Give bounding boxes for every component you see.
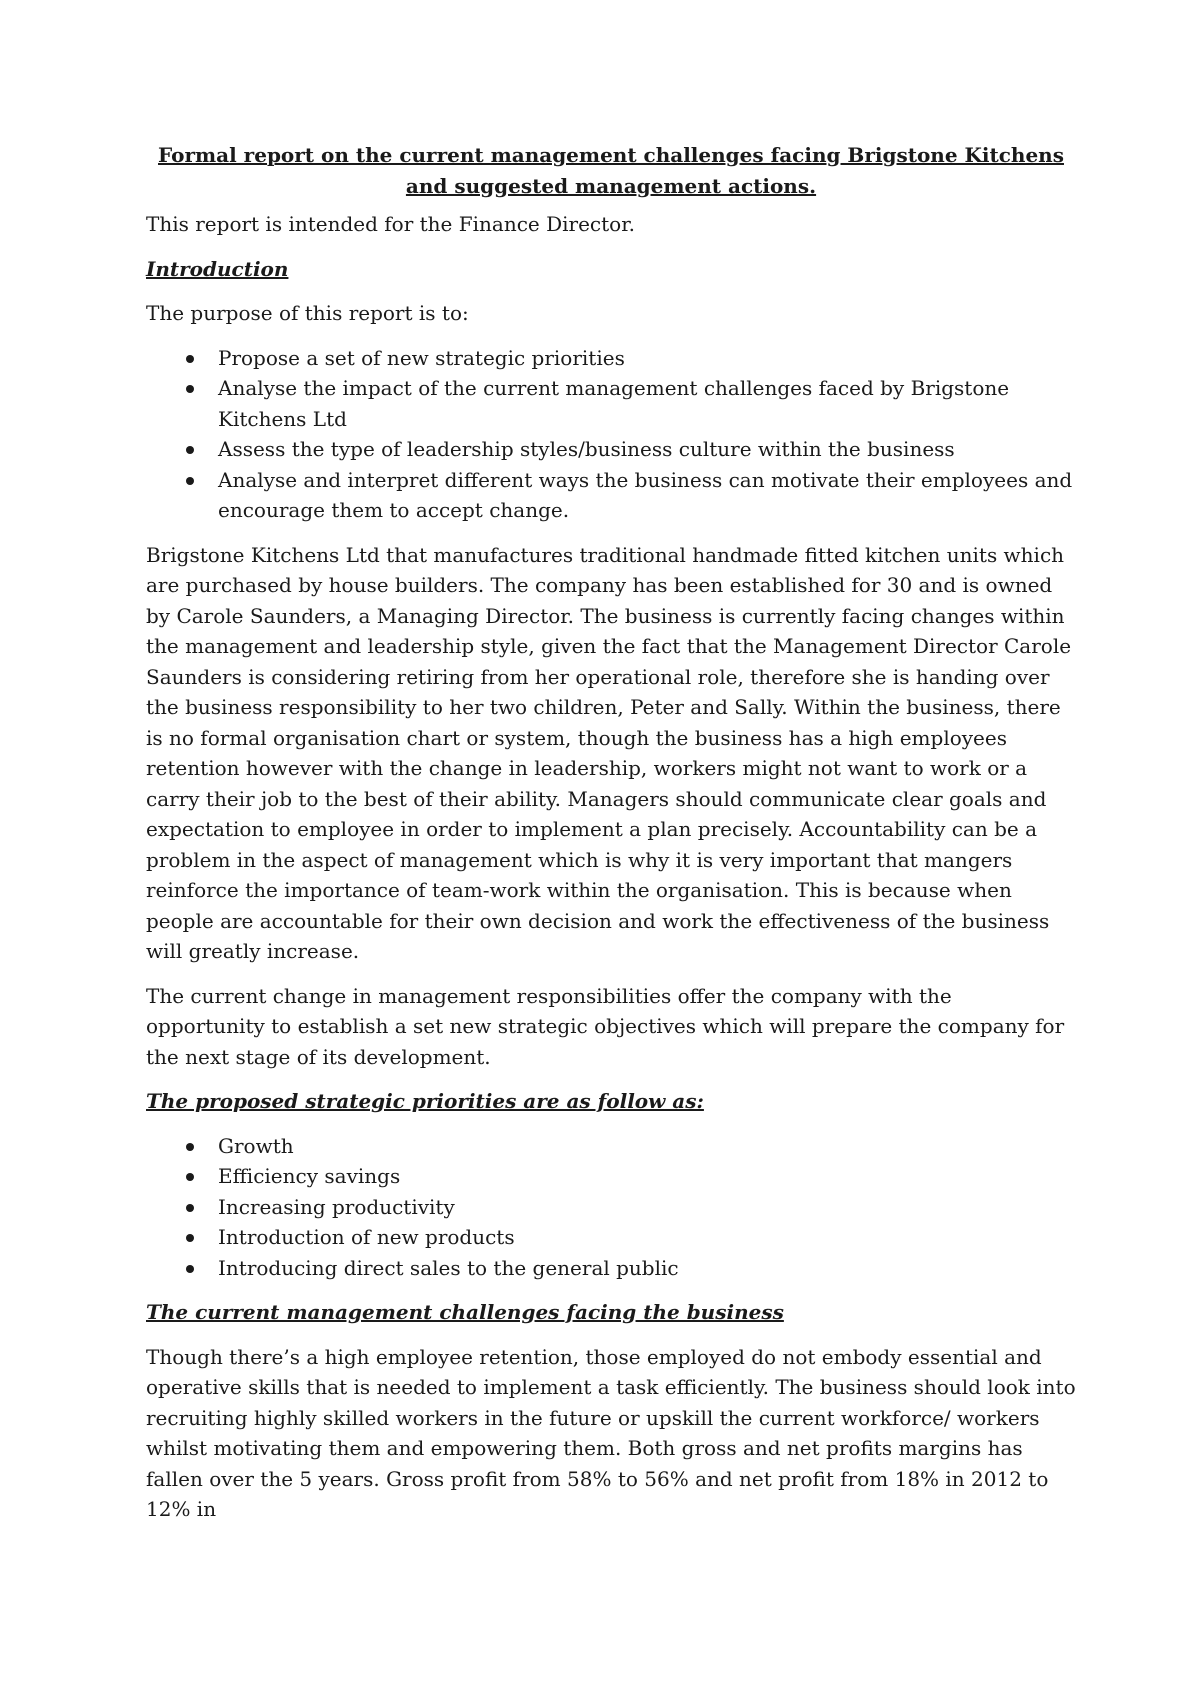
list-item: Analyse and interpret different ways the business can motivate their employees and encourage them to accept change.	[146, 465, 1076, 526]
list-item: Growth	[146, 1131, 1076, 1162]
report-title: Formal report on the current management challenges facing Brigstone Kitchens and suggested management actions.	[158, 143, 1064, 198]
document-page	[146, 140, 1076, 1539]
purpose-lead-text: The purpose of this report is to:	[146, 301, 469, 325]
list-item: Introducing direct sales to the general public	[146, 1253, 1076, 1284]
list-item: Introduction of new products	[146, 1222, 1076, 1253]
priorities-heading: The proposed strategic priorities are as follow as:	[146, 1089, 704, 1113]
list-item: Increasing productivity	[146, 1192, 1076, 1223]
priorities-list	[146, 1131, 1076, 1284]
challenges-heading: The current management challenges facing the business	[146, 1300, 784, 1324]
body-paragraph: The current change in management responsibilities offer the company with the opportunity to establish a set new strategic objectives which will prepare the company for the next stage of its development.	[146, 983, 1065, 1069]
purpose-list	[146, 343, 1076, 526]
introduction-heading: Introduction	[146, 256, 289, 281]
list-item: Propose a set of new strategic priorities	[146, 343, 1076, 374]
intended-for-text: This report is intended for the Finance Director.	[146, 212, 635, 236]
body-paragraph: Though there’s a high employee retention, those employed do not embody essential and operative skills that is needed to implement a task efficiently. The business should look into recruiting highly skilled workers in the future or upskill the current workforce/ workers whilst motivating them and empowering them. Both gross and net profits margins has fallen over the 5 years. Gross profit from 58% to 56% and net profit from 18% in 2012 to 12% in	[146, 1344, 1076, 1521]
list-item: Assess the type of leadership styles/business culture within the business	[146, 434, 1076, 465]
list-item: Efficiency savings	[146, 1161, 1076, 1192]
body-paragraph: Brigstone Kitchens Ltd that manufactures traditional handmade fitted kitchen units which are purchased by house builders. The company has been established for 30 and is owned by Carole Saunders, a Managing Director. The business is currently facing changes within the management and leadership style, given the fact that the Management Director Carole Saunders is considering retiring from her operational role, therefore she is handing over the business responsibility to her two children, Peter and Sally. Within the business, there is no formal organisation chart or system, though the business has a high employees retention however with the change in leadership, workers might not want to work or a carry their job to the best of their ability. Managers should communicate clear goals and expectation to employee in order to implement a plan precisely. Accountability can be a problem in the aspect of management which is why it is very important that mangers reinforce the importance of team-work within the organisation. This is because when people are accountable for their own decision and work the effectiveness of the business will greatly increase.	[146, 542, 1072, 963]
list-item: Analyse the impact of the current management challenges faced by Brigstone Kitchens Ltd	[146, 373, 1076, 434]
